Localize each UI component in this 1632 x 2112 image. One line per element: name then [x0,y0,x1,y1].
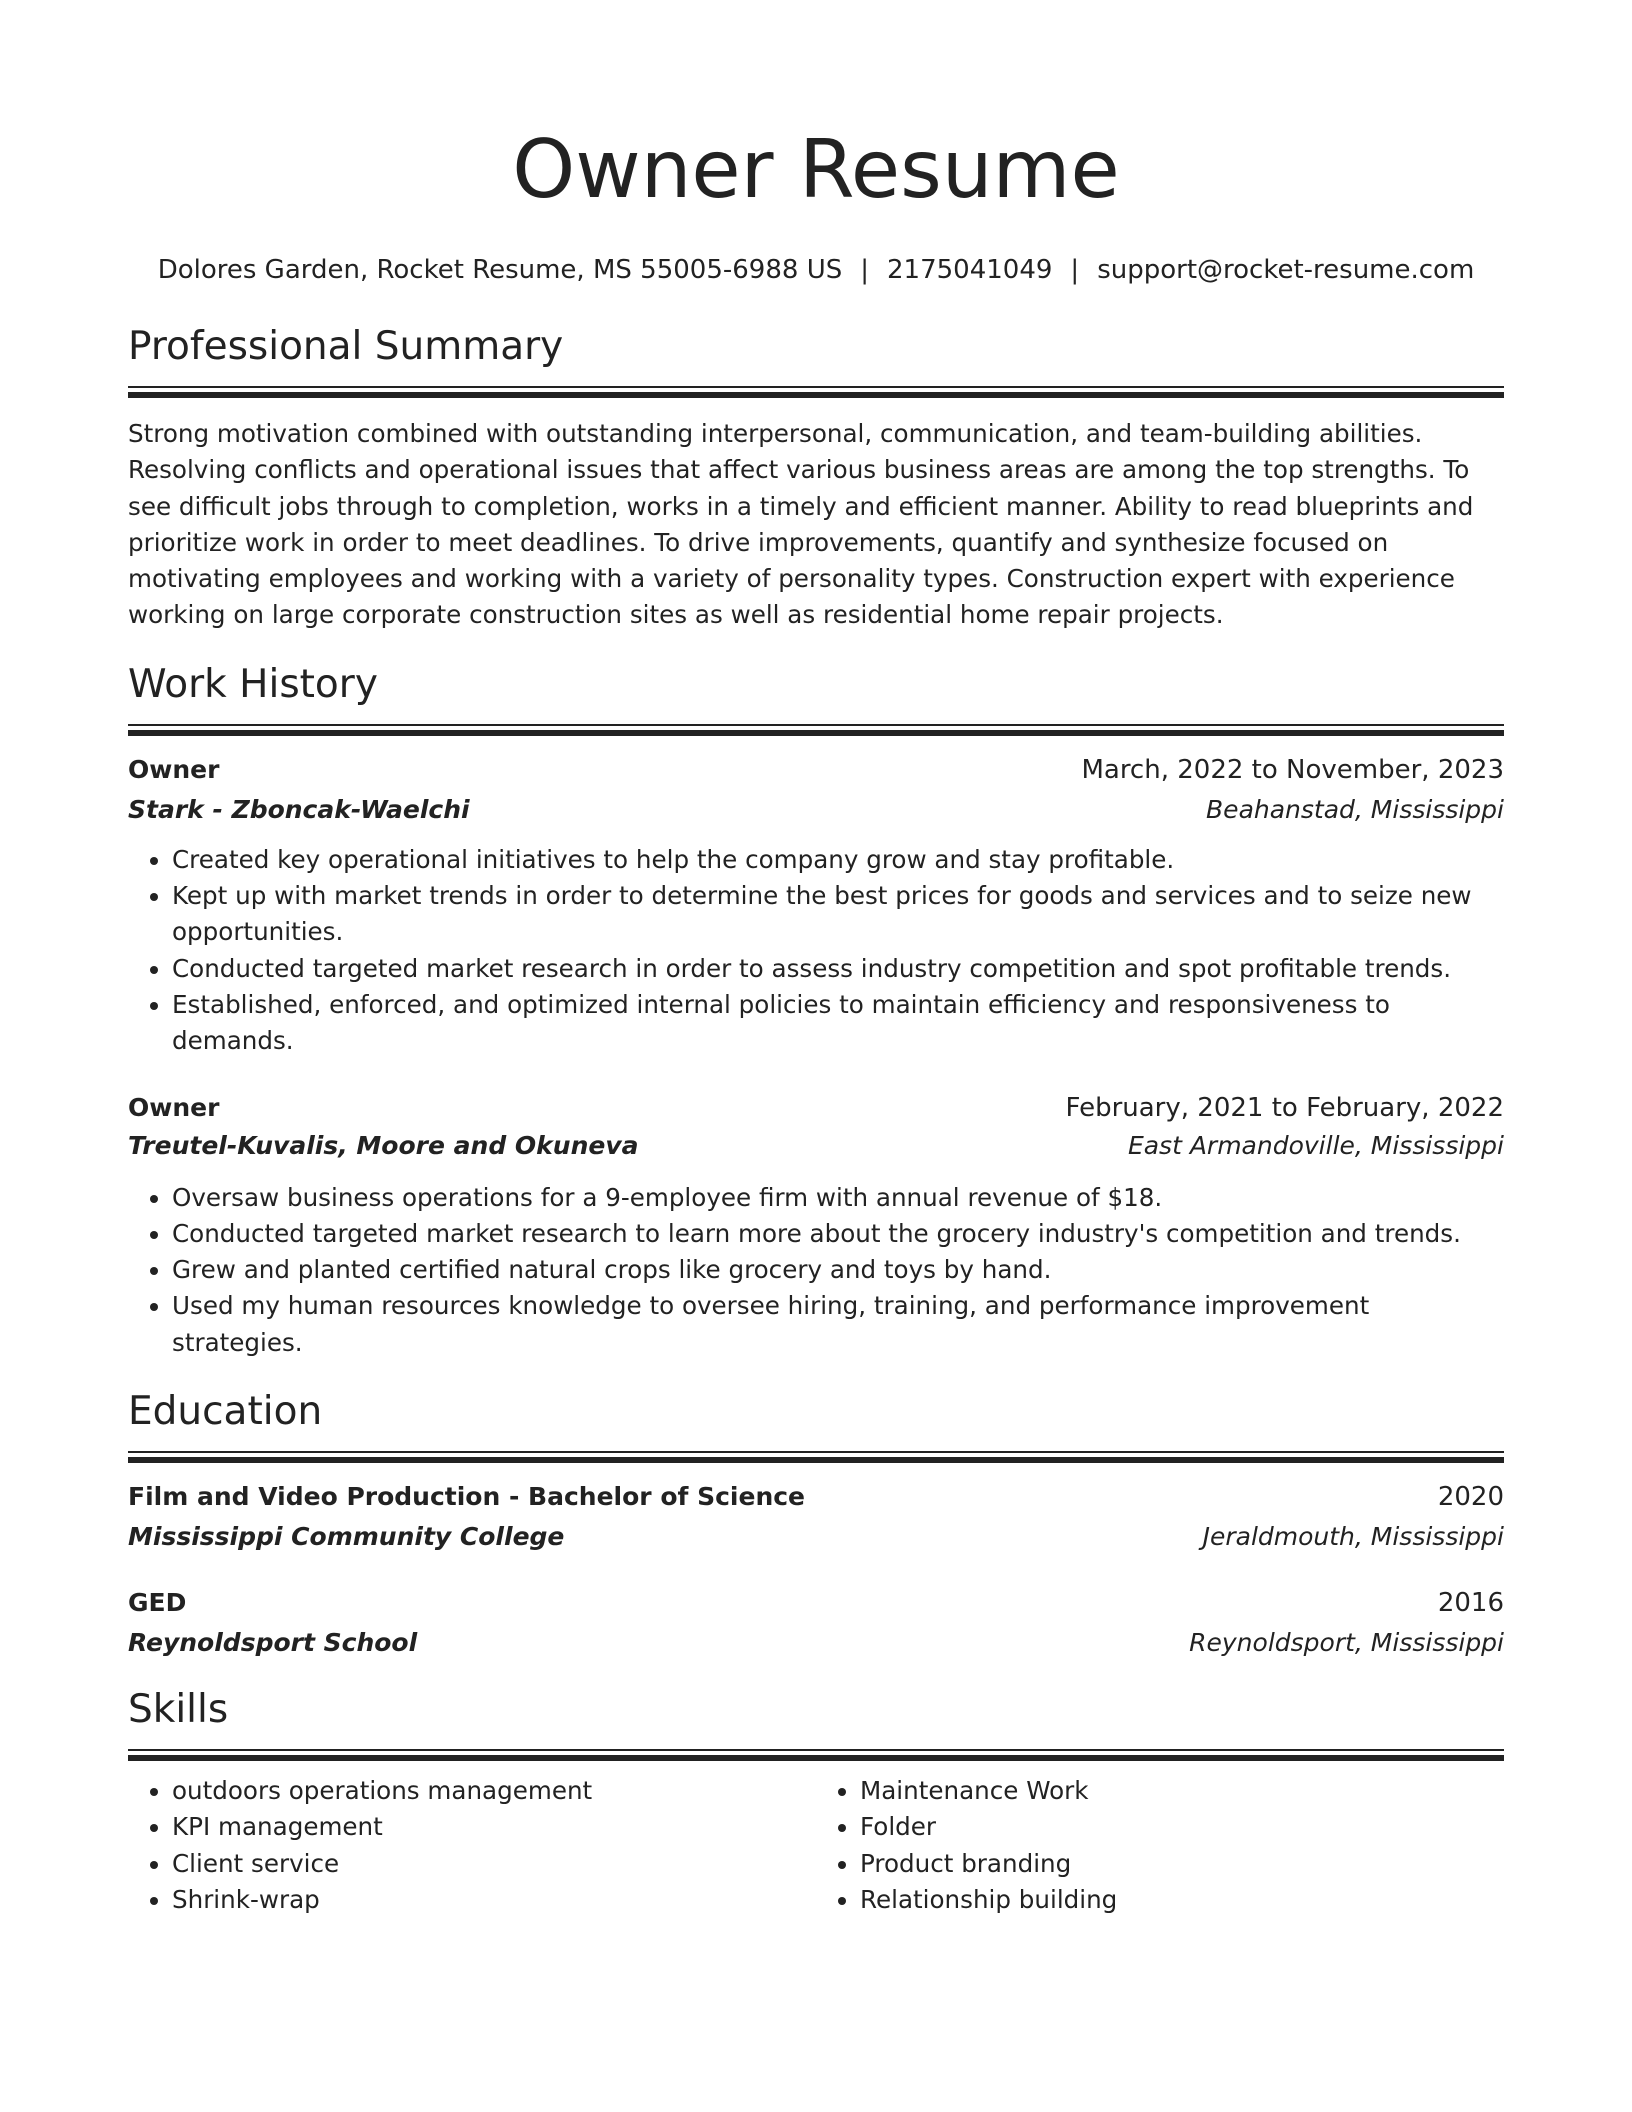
education-year: 2020 [1437,1482,1504,1513]
skill-item: • Maintenance Work [860,1773,1504,1809]
work-history-section [128,660,1504,1361]
job-company-row [128,1128,1504,1164]
job-bullet: • Used my human resources knowledge to oversee hiring, training, and performance improvement strategies. [172,1288,1504,1361]
education-school-row [128,1625,1504,1661]
contact-separator: | [1070,255,1080,285]
summary-section [128,322,1504,634]
skill-item: • Product branding [860,1846,1504,1882]
summary-text: Strong motivation combined with outstanding interpersonal, communication, and team-building abilities. Resolving conflicts and operational issues that affect various business areas are among the top strengths. To see difficult jobs through to completion, works in a timely and efficient manner. Ability to read blueprints and prioritize work in order to meet deadlines. To drive improvements, quantify and synthesize focused on motivating employees and working with a variety of personality types. Construction expert with experience working on large corporate construction sites as well as residential home repair projects. [128,419,1474,630]
job-bullet: • Established, enforced, and optimized internal policies to maintain efficiency and responsiveness to demands. [172,987,1504,1060]
education-location: Jeraldmouth, Mississippi [1202,1522,1504,1552]
skill-item: • outdoors operations management [172,1773,816,1809]
education-entry [128,1479,1504,1555]
job-dates: February, 2021 to February, 2022 [1065,1092,1504,1123]
contact-address: Dolores Garden, Rocket Resume, MS 55005-6988 US [157,255,843,285]
job-bullets [128,842,1504,1060]
contact-email: support@rocket-resume.com [1097,255,1475,285]
contact-separator: | [860,255,869,285]
job-bullet: • Oversaw business operations for a 9-employee firm with annual revenue of $18. [172,1180,1504,1216]
job-header-row [128,752,1504,788]
skill-item: • Shrink-wrap [172,1882,816,1918]
section-divider [128,1749,1504,1761]
skills-list-left [128,1773,816,1918]
education-school: Reynoldsport School [128,1628,418,1658]
section-divider [128,386,1504,398]
skills-list-right [816,1773,1504,1918]
skills-grid [128,1773,1504,1918]
skill-item: • Relationship building [860,1882,1504,1918]
education-header-row [128,1479,1504,1515]
section-heading-work-history: Work History [128,661,378,707]
education-header-row [128,1585,1504,1621]
job-bullet: • Conducted targeted market research in order to assess industry competition and spot profitable trends. [172,951,1504,987]
job-entry [128,752,1504,1060]
education-school-row [128,1519,1504,1555]
job-bullet: • Created key operational initiatives to help the company grow and stay profitable. [172,842,1504,878]
section-divider [128,724,1504,736]
job-bullet: • Conducted targeted market research to learn more about the grocery industry's competition and trends. [172,1216,1504,1252]
contact-line [128,252,1504,288]
job-company: Treutel-Kuvalis, Moore and Okuneva [128,1130,639,1160]
skill-item: • Folder [860,1809,1504,1845]
skills-section [128,1685,1504,1918]
education-degree: GED [128,1588,187,1618]
skill-item: • Client service [172,1846,816,1882]
education-location: Reynoldsport, Mississippi [1189,1628,1504,1658]
job-header-row [128,1090,1504,1126]
job-bullets [128,1180,1504,1361]
job-title: Owner [128,1092,220,1122]
education-school: Mississippi Community College [128,1522,565,1552]
job-title: Owner [128,754,220,784]
job-dates: March, 2022 to November, 2023 [1081,754,1504,785]
education-year: 2016 [1437,1588,1504,1619]
section-divider [128,1451,1504,1463]
section-heading-education: Education [128,1389,323,1435]
section-heading-summary: Professional Summary [128,324,564,369]
contact-phone: 2175041049 [887,255,1053,285]
job-company: Stark - Zboncak-Waelchi [128,794,470,824]
job-entry [128,1090,1504,1361]
education-section [128,1387,1504,1661]
section-heading-skills: Skills [128,1687,229,1733]
job-bullet: • Kept up with market trends in order to determine the best prices for goods and services and to seize new opportunities. [172,878,1504,951]
skill-item: • KPI management [172,1809,816,1845]
job-company-row [128,792,1504,828]
education-entry [128,1585,1504,1661]
education-degree: Film and Video Production - Bachelor of Science [128,1482,806,1512]
job-location: Beahanstad, Mississippi [1206,794,1504,824]
job-bullet: • Grew and planted certified natural crops like grocery and toys by hand. [172,1252,1504,1288]
resume-title: Owner Resume [512,123,1120,216]
job-location: East Armandoville, Mississippi [1127,1130,1504,1160]
